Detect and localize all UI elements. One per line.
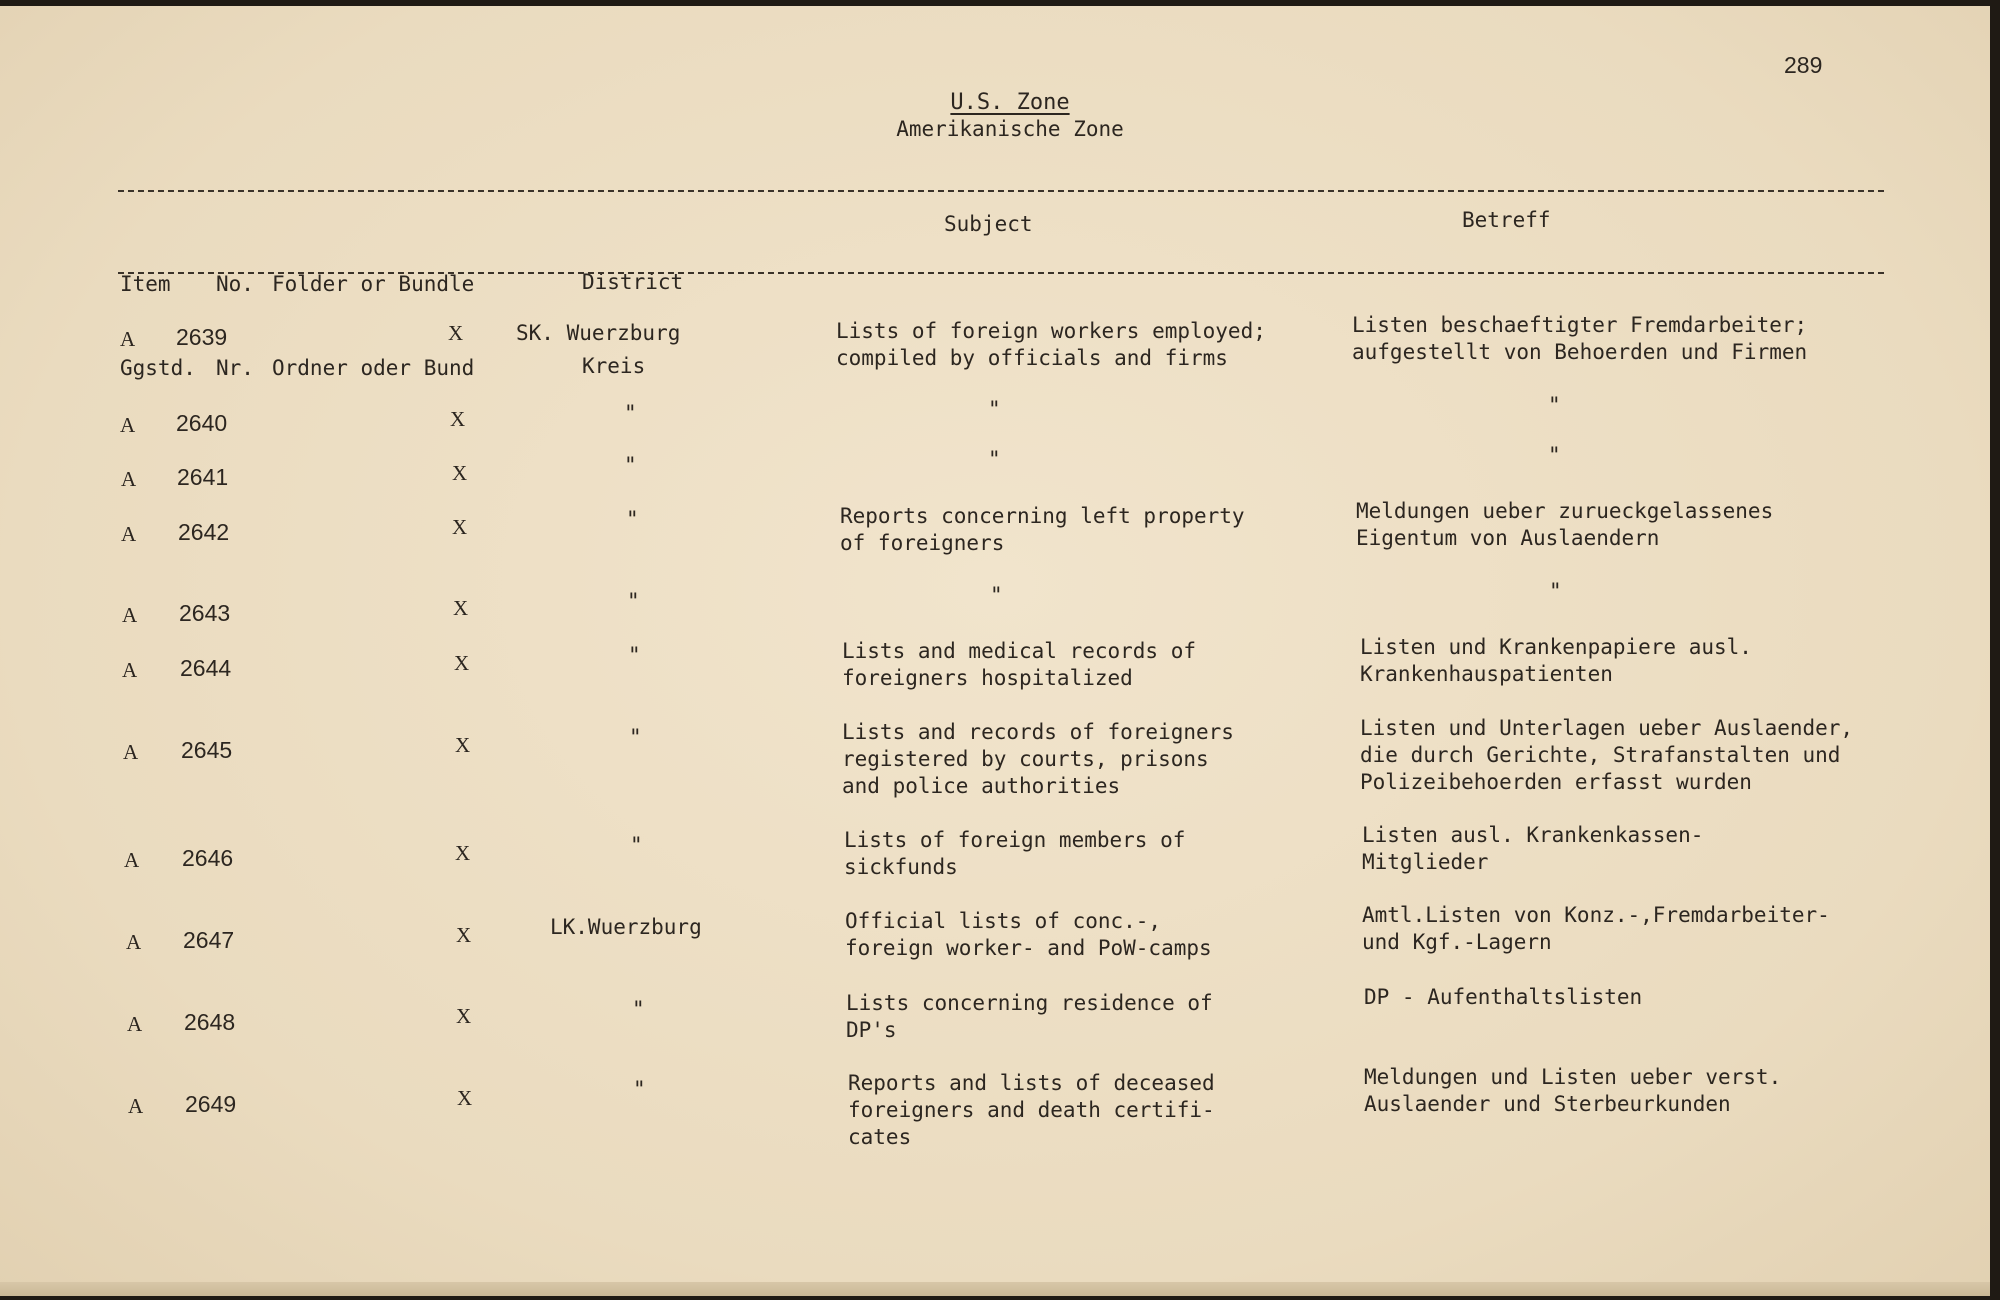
row-folder: X [448,321,464,345]
row-number: 2649 [185,1091,237,1117]
row-item: A [127,1012,143,1036]
header-district-en: District [582,270,684,294]
row-number: 2641 [177,464,229,490]
row-folder: X [455,841,471,865]
row-item: A [120,327,136,351]
row-folder: X [453,596,469,620]
row-item: A [120,413,136,437]
row-item: A [126,930,142,954]
document-page [0,6,1990,1296]
row-district: " [630,833,643,857]
header-item-de: Ggstd. [120,356,196,380]
row-item: A [121,467,137,491]
row-folder: X [456,923,472,947]
row-number: 2644 [180,655,232,681]
row-number: 2647 [183,927,235,953]
row-district: " [629,725,642,749]
header-no-de: Nr. [216,356,254,380]
row-betreff: Listen und Krankenpapiere ausl. Krankenhauspatienten [1360,635,1752,686]
row-folder: X [455,733,471,757]
row-number: 2642 [178,519,230,545]
row-district: " [628,643,641,667]
row-folder: X [452,461,468,485]
row-district: " [624,453,637,477]
row-betreff: " [1548,393,1561,417]
row-betreff: Listen und Unterlagen ueber Auslaender, die durch Gerichte, Strafanstalten und Polizeibehoerden erfasst wurden [1360,716,1854,794]
row-district: " [627,589,640,613]
header-folder-en: Folder or Bundle [272,272,475,296]
row-subject: Official lists of conc.-, foreign worker- and PoW-camps [845,909,1212,960]
row-betreff: Amtl.Listen von Konz.-,Fremdarbeiter- und Kgf.-Lagern [1362,903,1830,954]
row-item: A [122,603,138,627]
header-top-rule [118,190,1884,192]
row-folder: X [452,515,468,539]
row-betreff: " [1548,443,1561,467]
header-subject: Subject [944,212,1033,236]
row-folder: X [457,1086,473,1110]
row-number: 2648 [184,1009,236,1035]
header-bottom-rule [118,272,1884,274]
row-subject: Reports concerning left property of foreigners [840,504,1245,555]
page-edge [0,1282,1990,1296]
header-betreff: Betreff [1462,208,1551,232]
row-number: 2646 [182,845,234,871]
row-folder: X [456,1004,472,1028]
row-item: A [128,1094,144,1118]
zone-title-english: U.S. Zone [950,90,1070,115]
row-item: A [122,658,138,682]
header-folder-de: Ordner oder Bund [272,356,475,380]
header-folder [272,214,474,438]
row-subject: Lists of foreign members of sickfunds [844,828,1186,879]
row-district: LK.Wuerzburg [550,915,702,939]
header-item-en: Item [120,272,171,296]
row-betreff: Listen beschaeftigter Fremdarbeiter; aufgestellt von Behoerden und Firmen [1352,313,1808,364]
row-number: 2640 [176,410,228,436]
row-subject: Lists concerning residence of DP's [846,991,1213,1042]
row-betreff: Meldungen ueber zurueckgelassenes Eigentum von Auslaendern [1356,499,1774,550]
row-folder: X [454,651,470,675]
row-district: " [632,997,645,1021]
zone-title [800,90,1220,141]
row-district: SK. Wuerzburg [516,321,681,345]
row-subject: " [988,397,1001,421]
row-district: " [633,1077,646,1101]
row-subject: Lists and records of foreigners registered by courts, prisons and police authorities [842,720,1234,798]
row-district: " [624,401,637,425]
row-item: A [124,848,140,872]
row-subject: Reports and lists of deceased foreigners and death certifi- cates [848,1071,1215,1149]
row-subject: " [990,583,1003,607]
row-betreff: DP - Aufenthaltslisten [1364,985,1643,1009]
header-district-de: Kreis [582,354,646,378]
row-folder: X [450,407,466,431]
row-betreff: " [1549,579,1562,603]
row-item: A [121,522,137,546]
row-subject: Lists of foreign workers employed; compiled by officials and firms [836,319,1266,370]
header-no-en: No. [216,272,254,296]
row-number: 2639 [176,324,228,350]
row-betreff: Listen ausl. Krankenkassen- Mitglieder [1362,823,1704,874]
row-item: A [123,740,139,764]
row-number: 2645 [181,737,233,763]
row-subject: " [988,447,1001,471]
row-district: " [626,507,639,531]
zone-title-german: Amerikanische Zone [896,117,1124,141]
page-number: 289 [1784,52,1823,78]
row-subject: Lists and medical records of foreigners hospitalized [842,639,1197,690]
row-number: 2643 [179,600,231,626]
row-betreff: Meldungen und Listen ueber verst. Auslaender und Sterbeurkunden [1364,1065,1782,1116]
